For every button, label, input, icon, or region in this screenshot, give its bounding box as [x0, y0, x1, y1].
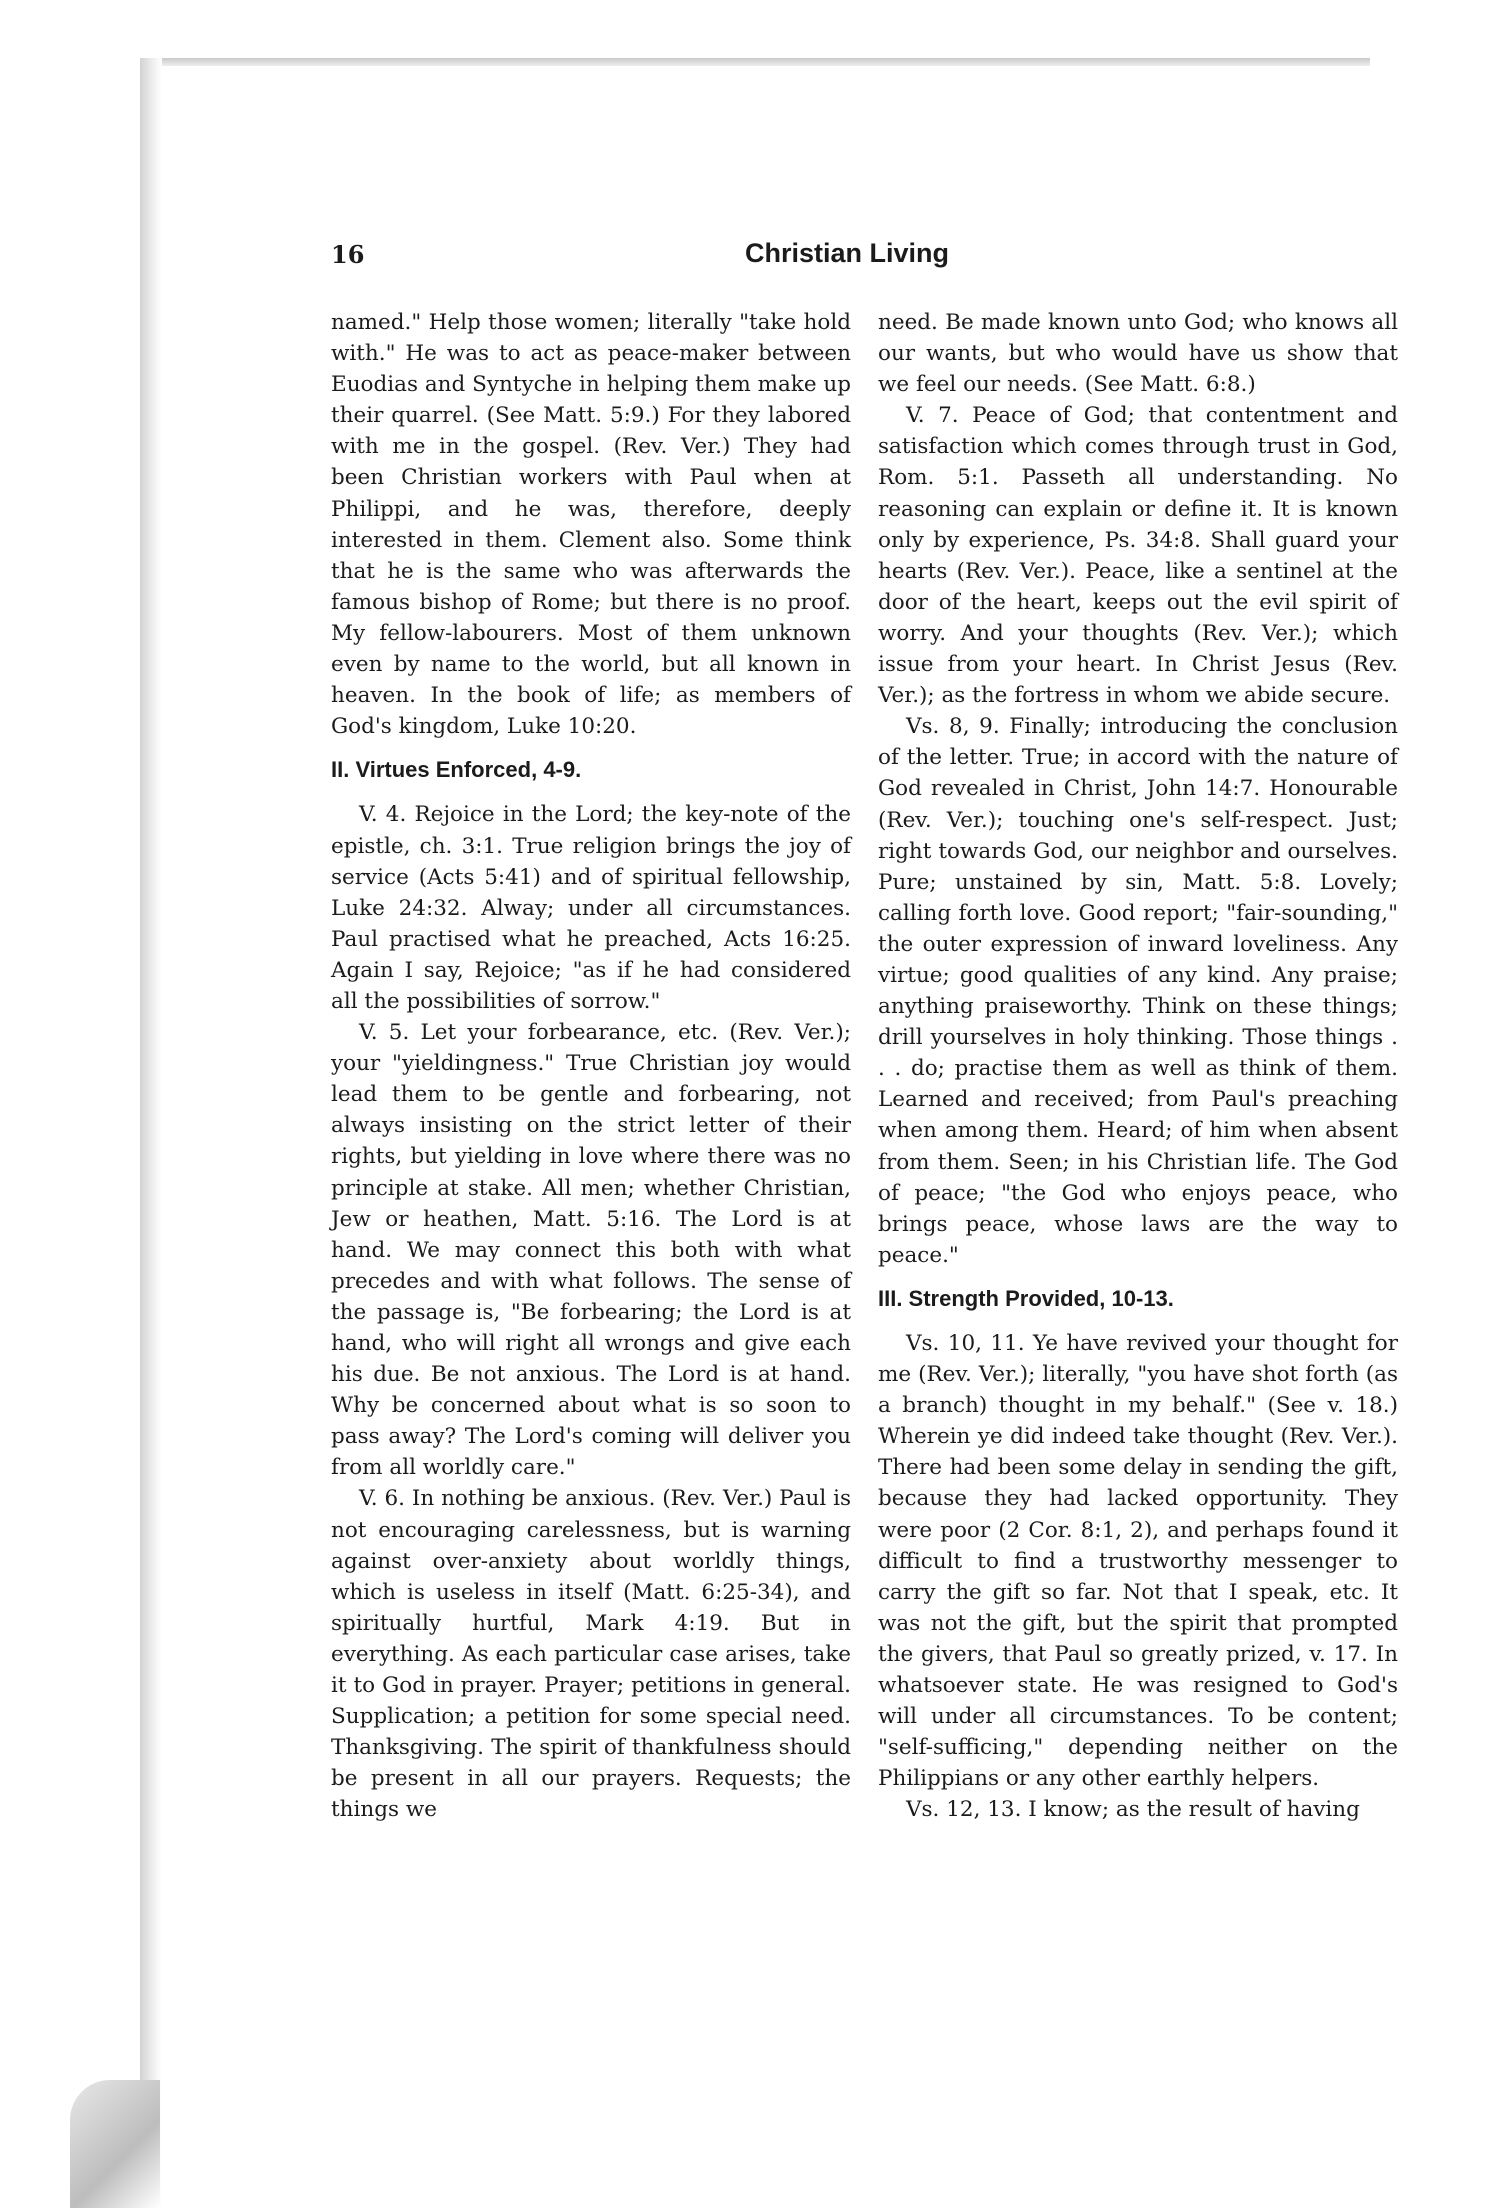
paragraph: Vs. 8, 9. Finally; introducing the conclusion of the letter. True; in accord with the nature of God revealed in Christ, John 14:7. Honourable (Rev. Ver.); touching one's self-respect. Just; right towards God, our neighbor and ourselves. Pure; unstained by sin, Matt. 5:8. Lovely; calling forth love. Good report; "fair-sounding," the outer expression of inward loveliness. Any virtue; good qualities of any kind. Any praise; anything praiseworthy. Think on these things; drill yourselves in holy thinking. Those things . . . do; practise them as well as think of them. Learned and received; from Paul's preaching when among them. Heard; of him when absent from them. Seen; in his Christian life. The God of peace; "the God who enjoys peace, who brings peace, whose laws are the way to peace." [878, 714, 1398, 1268]
paragraph: V. 4. Rejoice in the Lord; the key-note of the epistle, ch. 3:1. True religion brings the joy of service (Acts 5:41) and of spiritual fellowship, Luke 24:32. Alway; under all circumstances. Paul practised what he preached, Acts 16:25. Again I say, Rejoice; "as if he had considered all the possibilities of sorrow." [331, 802, 851, 1014]
running-title: Christian Living [745, 238, 950, 268]
paragraph: V. 7. Peace of God; that contentment and satisfaction which comes through trust in God, Rom. 5:1. Passeth all understanding. No reasoning can explain or define it. It is known only by experience, Ps. 34:8. Shall guard your hearts (Rev. Ver.). Peace, like a sentinel at the door of the heart, keeps out the evil spirit of worry. And your thoughts (Rev. Ver.); which issue from your heart. In Christ Jesus (Rev. Ver.); as the fortress in whom we abide secure. [878, 403, 1398, 709]
paragraph: Vs. 10, 11. Ye have revived your thought for me (Rev. Ver.); literally, "you have shot forth (as a branch) thought in my behalf." (See v. 18.) Wherein ye did indeed take thought (Rev. Ver.). There had been some delay in sending the gift, because they had lacked opportunity. They were poor (2 Cor. 8:1, 2), and perhaps found it difficult to find a trustworthy messenger to carry the gift so far. Not that I speak, etc. It was not the gift, but the spirit that prompted the givers, that Paul so greatly prized, v. 17. In whatsoever state. He was resigned to God's will under all circumstances. To be content; "self-sufficing," depending neither on the Philippians or any other earthly helpers. [878, 1331, 1398, 1792]
page-number: 16 [331, 240, 365, 269]
paragraph: V. 6. In nothing be anxious. (Rev. Ver.) Paul is not encouraging carelessness, but is warning against over-anxiety about worldly things, which is useless in itself (Matt. 6:25-34), and spiritually hurtful, Mark 4:19. But in everything. As each particular case arises, take it to God in prayer. Prayer; petitions in general. Supplication; a petition for some special need. Thanksgiving. The spirit of thankfulness should be present in all our prayers. Requests; the things we [331, 1486, 851, 1823]
paragraph: need. Be made known unto God; who knows all our wants, but who would have us show that we feel our needs. (See Matt. 6:8.) [878, 310, 1398, 398]
scan-edge-top [140, 58, 1370, 66]
paragraph: Vs. 12, 13. I know; as the result of having [906, 1797, 1360, 1823]
right-column [878, 307, 1398, 1826]
left-column [331, 307, 851, 1826]
paragraph: V. 5. Let your forbearance, etc. (Rev. Ver.); your "yieldingness." True Christian joy would lead them to be gentle and forbearing, not always insisting on the strict letter of their rights, but yielding in love where there was no principle at stake. All men; whether Christian, Jew or heathen, Matt. 5:16. The Lord is at hand. We may connect this both with what precedes and with what follows. The sense of the passage is, "Be forbearing; the Lord is at hand, who will right all wrongs and give each his due. Be not anxious. The Lord is at hand. Why be concerned about what is so soon to pass away? The Lord's coming will deliver you from all worldly care." [331, 1020, 851, 1481]
page-corner [70, 2080, 160, 2208]
paragraph: named." Help those women; literally "take hold with." He was to act as peace-maker between Euodias and Syntyche in helping them make up their quarrel. (See Matt. 5:9.) For they labored with me in the gospel. (Rev. Ver.) They had been Christian workers with Paul when at Philippi, and he was, therefore, deeply interested in them. Clement also. Some think that he is the same who was afterwards the famous bishop of Rome; but there is no proof. My fellow-labourers. Most of them unknown even by name to the world, but all known in heaven. In the book of life; as members of God's kingdom, Luke 10:20. [331, 310, 851, 740]
scan-edge-left [140, 58, 162, 2208]
section-heading: II. Virtues Enforced, 4-9. [331, 757, 582, 783]
page-header [325, 240, 1395, 280]
section-heading: III. Strength Provided, 10-13. [878, 1285, 1174, 1311]
